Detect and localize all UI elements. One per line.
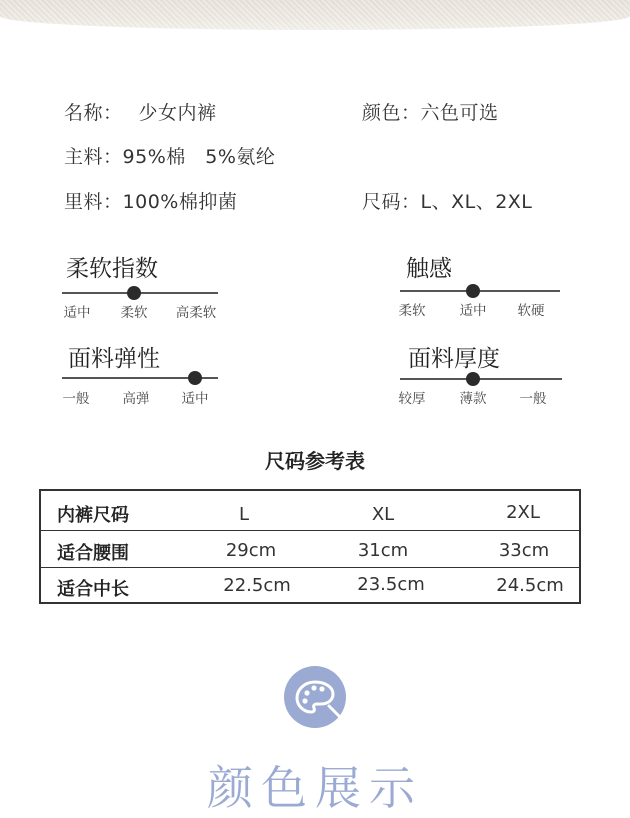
touch-index-label-1: 适中 bbox=[459, 303, 487, 319]
size-table-heading: 尺码参考表 bbox=[265, 449, 365, 473]
spec-material-label: 主料： bbox=[64, 146, 123, 168]
spec-lining bbox=[64, 187, 237, 214]
elasticity-index-label-1: 高弹 bbox=[122, 391, 150, 407]
spec-name-value: 少女内裤 bbox=[138, 102, 217, 124]
touch-index-title: 触感 bbox=[406, 256, 452, 282]
spec-material-value: 95%棉 5%氨纶 bbox=[122, 146, 276, 168]
softness-index-label-0: 适中 bbox=[63, 305, 91, 321]
spec-size bbox=[362, 187, 532, 214]
spec-name bbox=[64, 98, 217, 125]
thickness-index-label-0: 较厚 bbox=[398, 391, 426, 407]
softness-index-title: 柔软指数 bbox=[66, 256, 158, 282]
touch-index-label-2: 软硬 bbox=[517, 303, 545, 319]
softness-index-label-2: 高柔软 bbox=[175, 305, 217, 321]
spec-size-label: 尺码： bbox=[362, 191, 421, 213]
table-cell: 29cm bbox=[225, 540, 277, 561]
thickness-index-label-1: 薄款 bbox=[459, 391, 487, 407]
spec-lining-value: 100%棉抑菌 bbox=[122, 191, 238, 213]
spec-color-value: 六色可选 bbox=[420, 102, 499, 124]
softness-index-marker bbox=[127, 286, 141, 300]
elasticity-index-title: 面料弹性 bbox=[68, 346, 160, 372]
table-cell: 24.5cm bbox=[496, 575, 564, 596]
spec-material bbox=[64, 142, 275, 169]
table-row-divider bbox=[41, 530, 579, 531]
color-display-title: 颜色展示 bbox=[207, 761, 423, 815]
thickness-index-label-2: 一般 bbox=[519, 391, 547, 407]
table-cell: 23.5cm bbox=[357, 574, 425, 595]
softness-index-label-1: 柔软 bbox=[120, 305, 148, 321]
size-table bbox=[39, 489, 581, 604]
spec-color-label: 颜色： bbox=[362, 102, 421, 124]
table-cell: 31cm bbox=[357, 540, 409, 561]
elasticity-index-marker bbox=[188, 371, 202, 385]
touch-index-label-0: 柔软 bbox=[398, 303, 426, 319]
table-row-label: 适合腰围 bbox=[57, 543, 129, 564]
fabric-image-strip bbox=[0, 0, 630, 30]
table-cell: 33cm bbox=[498, 540, 550, 561]
spec-size-value: L、XL、2XL bbox=[420, 191, 533, 213]
thickness-index-title: 面料厚度 bbox=[408, 346, 500, 372]
table-row-label: 适合中长 bbox=[57, 579, 129, 600]
table-header-cell: L bbox=[238, 504, 250, 525]
spec-color bbox=[362, 98, 499, 125]
touch-index-marker bbox=[466, 284, 480, 298]
thickness-index-marker bbox=[466, 372, 480, 386]
table-cell: 22.5cm bbox=[223, 575, 291, 596]
touch-index-track bbox=[400, 290, 560, 292]
elasticity-index-label-2: 适中 bbox=[181, 391, 209, 407]
table-row-divider bbox=[41, 567, 579, 568]
spec-name-label: 名称： bbox=[64, 102, 123, 124]
thickness-index-track bbox=[400, 378, 562, 380]
table-header-cell: 2XL bbox=[506, 502, 540, 523]
table-header-cell: XL bbox=[371, 504, 395, 525]
elasticity-index-label-0: 一般 bbox=[62, 391, 90, 407]
spec-lining-label: 里料： bbox=[64, 191, 123, 213]
table-header-cell: 内裤尺码 bbox=[57, 505, 129, 526]
palette-icon bbox=[284, 666, 346, 728]
